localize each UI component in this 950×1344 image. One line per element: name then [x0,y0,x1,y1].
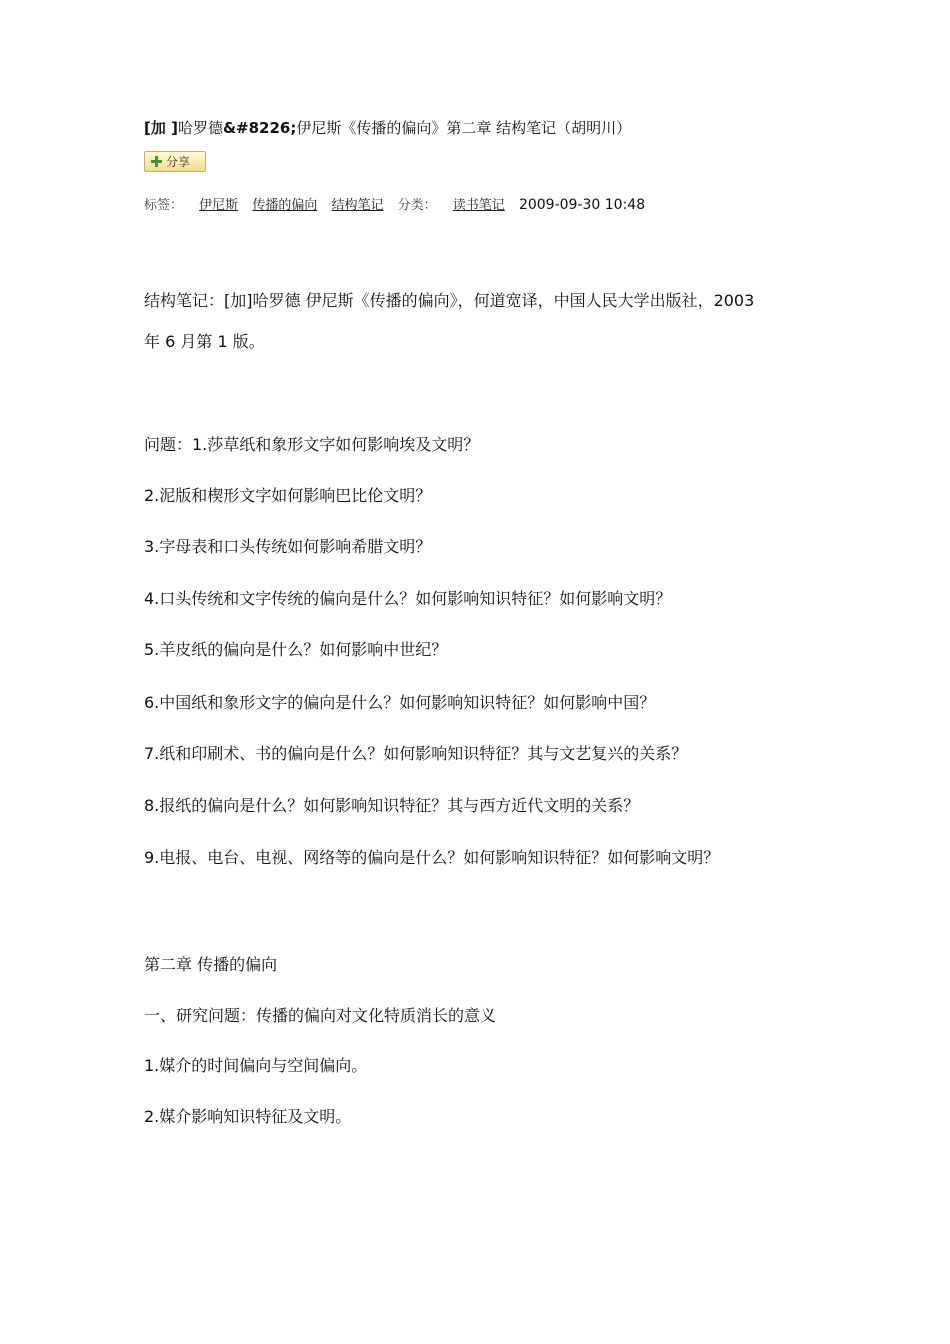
title-rest: 伊尼斯《传播的偏向》第二章 结构笔记（胡明川） [296,119,632,137]
tag-link-notes[interactable]: 结构笔记 [331,198,384,213]
share-label: 分享 [166,155,191,169]
question-item: 问题：1.莎草纸和象形文字如何影响埃及文明？ [144,435,480,454]
post-datetime: 2009-09-30 10:48 [518,197,646,213]
title-entity: &#8226; [222,119,297,137]
question-item: 3.字母表和口头传统如何影响希腊文明？ [144,537,432,556]
tag-link-bias[interactable]: 传播的偏向 [252,198,318,213]
category-label: 分类： [397,198,437,213]
point-item: 1.媒介的时间偏向与空间偏向。 [144,1056,368,1075]
intro-line-2: 年 6 月第 1 版。 [144,332,265,351]
tag-link-innis[interactable]: 伊尼斯 [199,198,239,213]
question-item: 5.羊皮纸的偏向是什么？如何影响中世纪？ [144,640,448,659]
title-prefix: [加 ] [144,119,178,137]
question-item: 6.中国纸和象形文字的偏向是什么？如何影响知识特征？如何影响中国？ [144,693,656,712]
article-title [144,117,631,138]
category-link[interactable]: 读书笔记 [452,198,505,213]
question-item: 8.报纸的偏向是什么？如何影响知识特征？其与西方近代文明的关系？ [144,796,640,815]
article-meta [144,194,645,213]
question-item: 2.泥版和楔形文字如何影响巴比伦文明？ [144,486,432,505]
question-item: 9.电报、电台、电视、网络等的偏向是什么？如何影响知识特征？如何影响文明？ [144,848,720,867]
share-button[interactable] [144,151,206,172]
tags-label: 标签： [144,198,184,213]
question-item: 7.纸和印刷术、书的偏向是什么？如何影响知识特征？其与文艺复兴的关系？ [144,744,688,763]
title-author: 哈罗德 [177,119,223,137]
question-item: 4.口头传统和文字传统的偏向是什么？如何影响知识特征？如何影响文明？ [144,589,672,608]
intro-line-1: 结构笔记：[加]哈罗德 伊尼斯《传播的偏向》，何道宽译，中国人民大学出版社，2003 [144,291,755,310]
plus-icon [151,156,162,167]
section-title: 一、研究问题：传播的偏向对文化特质消长的意义 [144,1006,497,1025]
chapter-title: 第二章 传播的偏向 [144,955,278,974]
point-item: 2.媒介影响知识特征及文明。 [144,1107,352,1126]
